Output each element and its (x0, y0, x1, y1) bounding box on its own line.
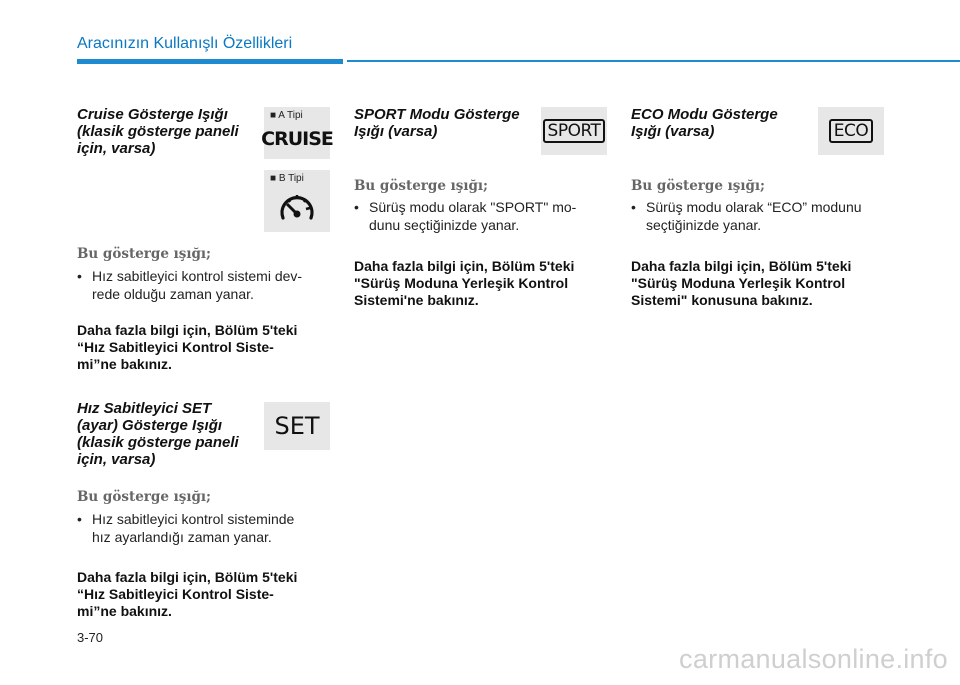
sport-icon: SPORT (543, 119, 606, 143)
subheading-sport: Bu gösterge ışığı; (354, 178, 489, 194)
subheading-eco: Bu gösterge ışığı; (631, 178, 766, 194)
page-number: 3-70 (77, 630, 104, 645)
info-cruise: Daha fazla bilgi için, Bölüm 5'teki “Hız Sabitleyici Kontrol Siste- mi”ne bakınız. (77, 322, 298, 372)
header-title: Aracınızın Kullanışlı Özellikleri (77, 35, 293, 52)
eco-indicator (818, 107, 884, 155)
header-rule (77, 59, 343, 64)
info-set: Daha fazla bilgi için, Bölüm 5'teki “Hız Sabitleyici Kontrol Siste- mi”ne bakınız. (77, 569, 298, 619)
cruise-icon: CRUISE (261, 128, 333, 150)
info-eco: Daha fazla bilgi için, Bölüm 5'teki "Sürüş Moduna Yerleşik Kontrol Sistemi" konusuna bakınız. (631, 258, 852, 308)
cruise-indicator-b (264, 170, 330, 232)
section-title-set: Hız Sabitleyici SET (ayar) Gösterge Işığı (klasik gösterge paneli için, varsa) (77, 400, 239, 468)
eco-icon: ECO (829, 119, 874, 143)
set-indicator (264, 402, 330, 450)
set-icon: SET (274, 412, 320, 440)
bullet-set: • Hız sabitleyici kontrol sisteminde hız ayarlandığı zaman yanar. (77, 511, 295, 545)
bullet-sport: • Sürüş modu olarak "SPORT" mo- dunu seçtiğinizde yanar. (354, 199, 577, 233)
section-title-cruise: Cruise Gösterge Işığı (klasik gösterge paneli için, varsa) (77, 106, 239, 157)
type-a-label: ■ A Tipi (270, 110, 303, 121)
subheading-set: Bu gösterge ışığı; (77, 489, 212, 505)
type-b-label: ■ B Tipi (270, 173, 304, 184)
header-rule-thin (347, 60, 960, 62)
sport-indicator (541, 107, 607, 155)
bullet-eco: • Sürüş modu olarak “ECO” modunu seçtiğinizde yanar. (631, 199, 862, 233)
section-title-eco: ECO Modu Gösterge Işığı (varsa) (631, 106, 778, 140)
cruise-indicator-a (261, 107, 333, 159)
info-sport: Daha fazla bilgi için, Bölüm 5'teki "Sürüş Moduna Yerleşik Kontrol Sistemi'ne bakınız. (354, 258, 575, 308)
speedometer-icon (275, 188, 319, 228)
watermark: carmanualsonline.info (679, 644, 948, 674)
section-title-sport: SPORT Modu Gösterge Işığı (varsa) (354, 106, 520, 140)
bullet-cruise: • Hız sabitleyici kontrol sistemi dev- rede olduğu zaman yanar. (77, 268, 303, 302)
subheading-cruise: Bu gösterge ışığı; (77, 246, 212, 262)
